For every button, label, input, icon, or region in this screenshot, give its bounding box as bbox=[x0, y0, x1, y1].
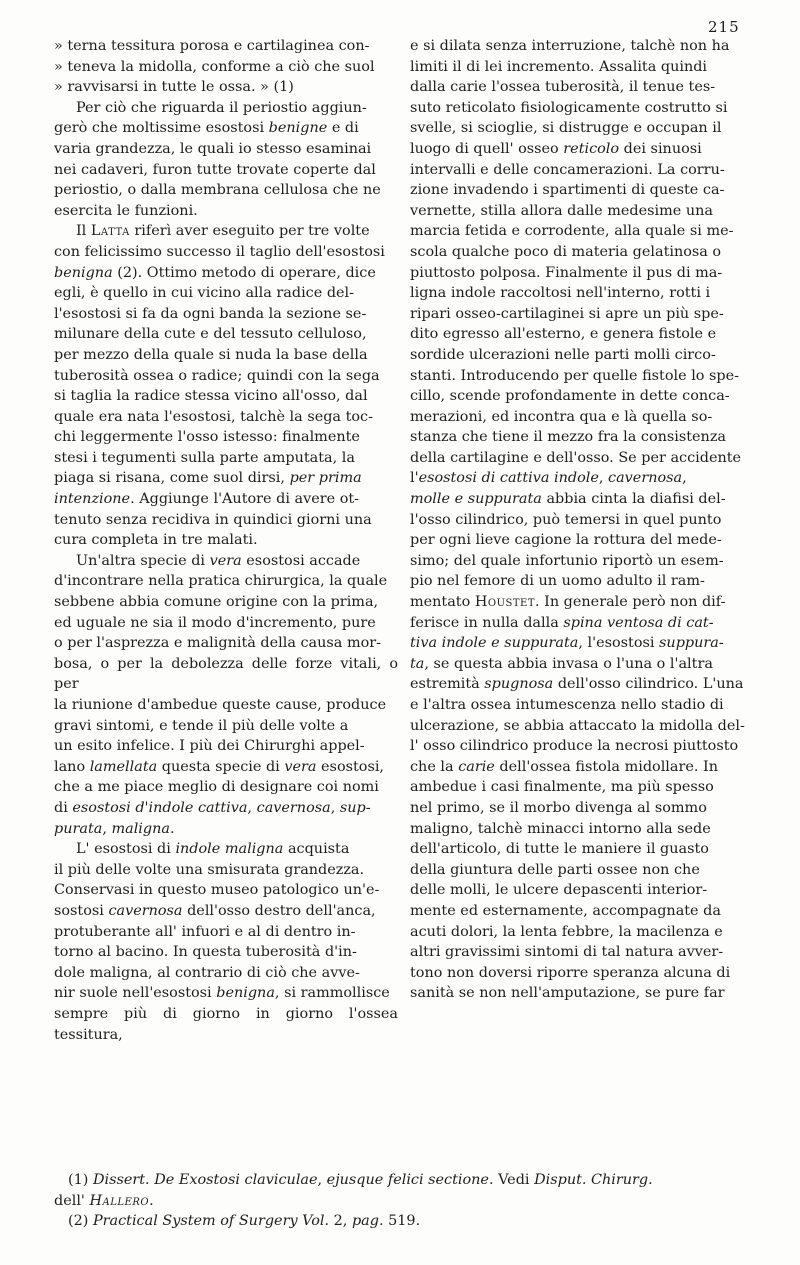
paragraph-continuation bbox=[410, 36, 762, 1004]
text-span: , l'esostosi bbox=[578, 635, 660, 652]
text-span: , bbox=[682, 470, 687, 487]
italic-title: ejusque felici sectione bbox=[326, 1172, 489, 1188]
author-name: Houstet bbox=[474, 594, 535, 611]
paragraph-indole-maligna bbox=[54, 839, 398, 1045]
italic-term: molle e suppurata bbox=[410, 491, 542, 508]
text-span: 519. bbox=[383, 1213, 421, 1230]
text-span: Un'altra specie di bbox=[76, 552, 210, 569]
italic-term: cavernosa bbox=[256, 799, 331, 816]
text-span: . bbox=[169, 820, 175, 837]
italic-term: esostosi d'indole cattiva bbox=[72, 799, 248, 816]
footnote-marker: (2) bbox=[68, 1213, 93, 1230]
author-name: Latta bbox=[90, 223, 130, 240]
text-span: dell'osso cilindrico. L'una e l'altra ossea intumescenza nello stadio di ulcerazione, se abbia attaccato la midolla del- l' osso cilindrico produce la necrosi piuttosto che la bbox=[410, 676, 745, 775]
text-span: dei sinuosi intervalli e delle concamerazioni. La corru- zione invadendo i spartimenti di queste ca- vernette, stilla allora dalle medesime una marcia fetida e corrodente, alla quale si me- scola qualche poco di materia gelatinosa o piuttosto polposa. Finalmente il pus di ma- ligna indole raccoltosi nell'interno, rotti i ripari osseo-cartilaginei si apre un più spe- dito egresso all'esterno, e genera fistole e sordide ulcerazioni nelle parti molli circo- stanti. Introducendo per quelle fistole lo spe- cillo, scende profondamente in dette conca- merazioni, ed incontra qua e là quella so- stanza che tiene il mezzo fra la consistenza della cartilagine e dell'osso. Se per accidente l' bbox=[410, 140, 742, 487]
footnotes bbox=[54, 1170, 762, 1232]
paragraph-quote-end bbox=[54, 36, 398, 98]
italic-term: suppura- ta bbox=[410, 635, 724, 672]
footnote-marker: (1) bbox=[68, 1172, 93, 1188]
text-span: » terna tessitura porosa e cartilaginea con- » teneva la midolla, conforme a ciò che suol » ravvisarsi in tutte le ossa. » (1) bbox=[54, 38, 375, 96]
text-span: . Aggiunge l'Autore di avere ot- tenuto senza recidiva in quindici giorni una cura completa in tre malati. bbox=[54, 491, 372, 549]
text-span: , bbox=[247, 799, 257, 816]
paragraph-periostio bbox=[54, 98, 398, 222]
italic-title: pag. bbox=[351, 1213, 384, 1230]
text-span: , se questa abbia invasa o l'una o l'altra estremità bbox=[410, 655, 713, 693]
text-span: questa specie di bbox=[157, 758, 285, 775]
text-span: e si dilata senza interruzione, talchè non ha limiti il di lei incremento. Assalita quindi dalla carie l'ossea tuberosità, il tenue tes- suto reticolato fisiologicamente costrutto si svelle, si scioglie, si distrugge e occupan il luogo di quell' osseo bbox=[410, 38, 730, 157]
text-span: , bbox=[330, 799, 340, 816]
author-name: Hallero bbox=[89, 1192, 150, 1209]
italic-term: cavernosa bbox=[108, 902, 183, 919]
text-span: 2, bbox=[329, 1213, 352, 1230]
italic-term: cavernosa bbox=[608, 470, 683, 487]
footnote-2 bbox=[54, 1211, 762, 1232]
italic-term: benigna bbox=[216, 985, 275, 1002]
italic-term: benigna bbox=[54, 264, 113, 281]
italic-term: indole maligna bbox=[175, 841, 284, 858]
paragraph-altra-specie bbox=[54, 551, 398, 839]
text-span: , bbox=[598, 470, 609, 487]
text-span: Per ciò che riguarda il periostio aggiun- gerò che moltissime esostosi bbox=[54, 99, 367, 137]
text-span: , bbox=[102, 820, 112, 837]
text-span: esostosi accade d'incontrare nella pratica chirurgica, la quale sebbene abbia comune origine con la prima, ed uguale ne sia il modo d'incremento, pure o per l'asprezza e malignità della causa mor- bosa, o per la debolezza delle forze vitali, o per la riunione d'ambedue queste cause, produce gravi sintomi, e tende il più delle volte a un esito infelice. I più dei Chirurghi appel- lano bbox=[54, 552, 398, 775]
text-span: (2). Ottimo metodo di operare, dice egli, è quello in cui vicino alla radice del- l'esostosi si fa da ogni banda la sezione se- milunare della cute e del tessuto celluloso, per mezzo della quale si nuda la base della tuberosità ossea o radice; quindi con la sega si taglia la radice stessa vicino all'osso, dal quale era nata l'esostosi, talchè la sega toc- chi leggermente l'osso istesso: finalmente stesi i tegumenti sulla parte amputata, la piaga si risana, come suol dirsi, bbox=[54, 264, 380, 487]
text-span: dell'ossea fistola midollare. In ambedue i casi finalmente, ma più spesso nel primo, se il morbo divenga al sommo maligno, talchè minacci intorno alla sede dell'articolo, di tutte le maniere il guasto della giuntura delle parti ossee non che delle molli, le ulcere depascenti interior- mente ed esternamente, accompagnate da acuti dolori, la lenta febbre, la macilenza e altri gravissimi sintomi di tal natura avver- tono non doversi riporre speranza alcuna di sanità se non nell'amputazione, se pure far bbox=[410, 758, 731, 1002]
left-column bbox=[54, 36, 398, 1045]
italic-term: vera bbox=[209, 552, 242, 569]
text-span: Il bbox=[76, 223, 91, 240]
italic-term: esostosi di cattiva indole bbox=[418, 470, 599, 487]
italic-term: carie bbox=[458, 758, 495, 775]
italic-term: vera bbox=[284, 758, 317, 775]
italic-term: maligna bbox=[111, 820, 170, 837]
text-span: e di varia grandezza, le quali io stesso esaminai nei cadaveri, furon tutte trovate coperte dal periostio, o dalla membrana cellulosa che ne esercita le funzioni. bbox=[54, 120, 381, 219]
right-column bbox=[410, 36, 762, 1004]
italic-term: spugnosa bbox=[484, 676, 554, 693]
text-span: . In generale però non dif- ferisce in nulla dalla bbox=[410, 594, 726, 631]
text-span: . bbox=[149, 1192, 154, 1209]
italic-term: sup- purata bbox=[54, 799, 371, 837]
italic-title: Dissert. De Exostosi claviculae bbox=[92, 1172, 318, 1188]
italic-title: Practical System of Surgery Vol. bbox=[92, 1213, 330, 1230]
text-span: esostosi, che a me piace meglio di designare coi nomi di bbox=[54, 758, 385, 816]
text-span: dell'osso destro dell'anca, protuberante all' infuori e al di dentro in- torno al bacino. In questa tuberosità d'in- dole maligna, al contrario di ciò che avve- nir suole nell'esostosi bbox=[54, 902, 376, 1002]
page-number: 215 bbox=[708, 18, 740, 36]
text-span: , bbox=[317, 1172, 327, 1188]
text-span: abbia cinta la diafisi del- l'osso cilindrico, può temersi in quel punto per ogni lieve cagione la rottura del mede- simo; del quale infortunio riportò un esem- pio nel femore di un uomo adulto il ram- mentato bbox=[410, 491, 726, 611]
italic-term: spina ventosa di cat- tiva indole e suppurata bbox=[410, 614, 714, 652]
footnote-1 bbox=[54, 1170, 762, 1211]
italic-term: lamellata bbox=[89, 758, 158, 775]
italic-term: benigne bbox=[268, 120, 328, 137]
text-span: . Vedi bbox=[488, 1172, 535, 1188]
italic-title: Disput. Chirurg. bbox=[534, 1172, 653, 1188]
text-span: , si rammollisce sempre più di giorno in giorno l'ossea tessitura, bbox=[54, 985, 398, 1043]
italic-term: per prima intenzione bbox=[54, 470, 362, 508]
text-span: riferì aver eseguito per tre volte con felicissimo successo il taglio dell'esostosi bbox=[54, 223, 385, 260]
text-span: acquista il più delle volte una smisurata grandezza. Conservasi in questo museo patologico un'e- sostosi bbox=[54, 841, 380, 919]
text-span: dell' bbox=[54, 1192, 85, 1209]
paragraph-latta bbox=[54, 221, 398, 551]
text-span: L' esostosi di bbox=[76, 841, 176, 858]
italic-term: reticolo bbox=[563, 140, 620, 157]
